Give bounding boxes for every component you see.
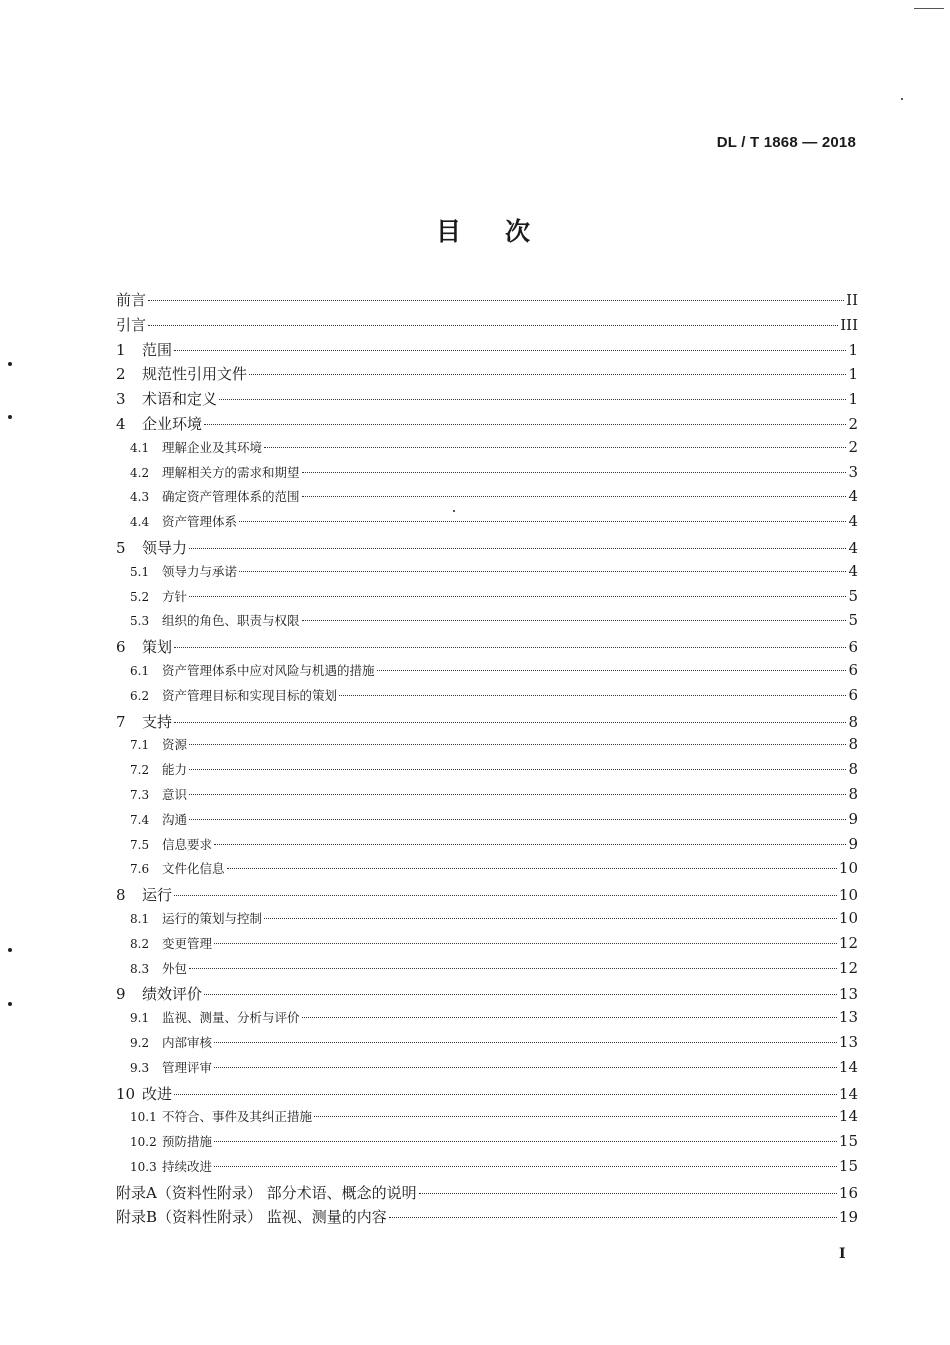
toc-entry[interactable] — [116, 314, 858, 339]
toc-entry-label: 理解企业及其环境 — [162, 439, 263, 455]
toc-entry-page: 14 — [838, 1084, 858, 1103]
toc-entry-page: 9 — [848, 834, 858, 853]
toc-entry[interactable] — [116, 463, 858, 488]
toc-entry-label: 规范性引用文件 — [142, 365, 248, 384]
dot-leader — [214, 943, 837, 944]
toc-entry[interactable] — [116, 934, 858, 959]
toc-entry-page: 2 — [848, 414, 858, 433]
toc-entry-page: 1 — [848, 365, 858, 384]
toc-entry-label: 资产管理体系 — [162, 514, 238, 530]
document-code: DL / T 1868 — 2018 — [716, 134, 856, 151]
toc-entry-label: 确定资产管理体系的范围 — [162, 489, 300, 505]
toc-entry[interactable] — [116, 983, 858, 1008]
toc-entry-label: 持续改进 — [162, 1158, 213, 1174]
toc-entry-number: 7.3 — [130, 787, 150, 802]
toc-entry-page: 4 — [848, 487, 858, 506]
toc-entry-page: 13 — [838, 1032, 858, 1051]
toc-entry[interactable] — [116, 859, 858, 884]
toc-entry-label: 运行 — [142, 886, 173, 905]
toc-entry-page: 5 — [848, 611, 858, 630]
toc-entry-number: 6.2 — [130, 688, 150, 703]
toc-entry-label: 运行的策划与控制 — [162, 910, 263, 926]
toc-entry-number: 8.2 — [130, 936, 150, 951]
toc-entry-number: 5.3 — [130, 614, 150, 629]
toc-entry-page: 8 — [848, 784, 858, 803]
toc-entry-page: 6 — [848, 660, 858, 679]
dot-leader — [174, 647, 846, 648]
toc-entry-label: 理解相关方的需求和期望 — [162, 464, 300, 480]
toc-entry-page: 4 — [848, 538, 858, 557]
toc-entry-label: 企业环境 — [142, 414, 203, 433]
dot-leader — [204, 994, 837, 995]
toc-entry-label: 资产管理体系中应对风险与机遇的措施 — [162, 662, 375, 678]
toc-entry[interactable] — [116, 1206, 858, 1231]
toc-entry-number: 6.1 — [130, 663, 150, 678]
toc-entry-number: 8.3 — [130, 961, 150, 976]
toc-entry[interactable] — [116, 611, 858, 636]
toc-entry-page: 1 — [848, 340, 858, 359]
toc-entry[interactable] — [116, 1033, 858, 1058]
dot-leader — [227, 868, 837, 869]
toc-entry-number: 7.1 — [130, 738, 150, 753]
toc-entry[interactable] — [116, 959, 858, 984]
toc-entry[interactable] — [116, 909, 858, 934]
toc-entry[interactable] — [116, 1008, 858, 1033]
toc-entry[interactable] — [116, 289, 858, 314]
toc-entry-page: 6 — [848, 638, 858, 657]
toc-entry[interactable] — [116, 686, 858, 711]
toc-entry-number: 6 — [116, 638, 126, 657]
toc-entry-page: 8 — [848, 735, 858, 754]
toc-entry-number: 10 — [116, 1084, 136, 1103]
toc-entry-page: 13 — [838, 985, 858, 1004]
dot-leader — [189, 744, 846, 745]
toc-entry-page: 13 — [838, 1008, 858, 1027]
toc-entry-page: 14 — [838, 1107, 858, 1126]
dot-leader — [214, 844, 846, 845]
toc-entry-number: 10.3 — [130, 1159, 157, 1174]
toc-entry-page: 15 — [838, 1132, 858, 1151]
toc-entry-label: 附录B（资料性附录） 监视、测量的内容 — [116, 1208, 387, 1227]
scan-speck — [8, 362, 12, 366]
toc-entry-label: 前言 — [116, 291, 147, 309]
toc-entry-page: 5 — [848, 586, 858, 605]
toc-entry[interactable] — [116, 810, 858, 835]
toc-entry-label: 附录A（资料性附录） 部分术语、概念的说明 — [116, 1183, 417, 1202]
dot-leader — [302, 496, 847, 497]
toc-entry-label: 监视、测量、分析与评价 — [162, 1010, 300, 1026]
toc-entry-label: 内部审核 — [162, 1034, 213, 1050]
toc-entry-page: 10 — [838, 908, 858, 927]
toc-entry-number: 9 — [116, 985, 126, 1004]
toc-entry-label: 支持 — [142, 712, 173, 731]
toc-entry-number: 7.6 — [130, 862, 150, 877]
dot-leader — [339, 695, 846, 696]
toc-entry[interactable] — [116, 735, 858, 760]
dot-leader — [214, 1141, 837, 1142]
toc-entry[interactable] — [116, 388, 858, 413]
toc-entry-number: 4.3 — [130, 490, 150, 505]
dot-leader — [189, 596, 846, 597]
toc-entry-page: 10 — [838, 859, 858, 878]
dot-leader — [239, 571, 846, 572]
dot-leader — [189, 769, 846, 770]
toc-entry-number: 7.4 — [130, 812, 150, 827]
scan-speck — [901, 98, 903, 100]
page-title: 目次 — [436, 217, 575, 246]
toc-entry[interactable] — [116, 363, 858, 388]
dot-leader — [377, 670, 847, 671]
toc-entry-label: 范围 — [142, 340, 173, 359]
toc-entry[interactable] — [116, 1182, 858, 1207]
toc-entry[interactable] — [116, 339, 858, 364]
dot-leader — [249, 374, 846, 375]
toc-entry[interactable] — [116, 711, 858, 736]
dot-leader — [419, 1193, 837, 1194]
dot-leader — [302, 472, 847, 473]
toc-entry-page: 2 — [848, 437, 858, 456]
toc-entry-number: 5 — [116, 538, 126, 557]
toc-entry-label: 资源 — [162, 737, 188, 753]
toc-entry-number: 9.3 — [130, 1060, 150, 1075]
toc-entry-number: 8.1 — [130, 911, 150, 926]
dot-leader — [189, 968, 837, 969]
toc-entry[interactable] — [116, 413, 858, 438]
toc-entry-number: 4.1 — [130, 440, 150, 455]
dot-leader — [302, 620, 847, 621]
toc-entry-page: 12 — [838, 958, 858, 977]
toc-entry[interactable] — [116, 636, 858, 661]
toc-entry-number: 9.1 — [130, 1011, 150, 1026]
toc-entry-page: 3 — [848, 462, 858, 481]
toc-entry-number: 4 — [116, 414, 126, 433]
toc-entry-page: 8 — [848, 760, 858, 779]
dot-leader — [174, 722, 846, 723]
toc-entry-label: 引言 — [116, 315, 147, 334]
toc-entry[interactable] — [116, 785, 858, 810]
dot-leader — [214, 1042, 837, 1043]
dot-leader — [174, 895, 837, 896]
toc-entry-page: 4 — [848, 512, 858, 531]
toc-entry[interactable] — [116, 512, 858, 537]
toc-entry-label: 领导力 — [142, 538, 188, 557]
toc-entry-label: 组织的角色、职责与权限 — [162, 613, 300, 629]
dot-leader — [148, 325, 838, 326]
toc-entry-number: 7.2 — [130, 763, 150, 778]
toc-entry-number: 10.1 — [130, 1110, 157, 1125]
toc-entry-page: 15 — [838, 1156, 858, 1175]
toc-entry-page: 1 — [848, 390, 858, 409]
toc-entry-label: 策划 — [142, 638, 173, 657]
dot-leader — [174, 1094, 837, 1095]
dot-leader — [214, 1067, 837, 1068]
toc-entry[interactable] — [116, 1132, 858, 1157]
toc-entry[interactable] — [116, 1107, 858, 1132]
toc-entry-label: 预防措施 — [162, 1134, 213, 1150]
toc-entry[interactable] — [116, 562, 858, 587]
toc-entry-label: 绩效评价 — [142, 985, 203, 1004]
toc-entry-page: 6 — [848, 685, 858, 704]
toc-entry-number: 5.1 — [130, 564, 150, 579]
toc-entry[interactable] — [116, 661, 858, 686]
dot-leader — [214, 1166, 837, 1167]
toc-entry[interactable] — [116, 537, 858, 562]
toc-entry-label: 改进 — [142, 1084, 173, 1103]
toc-entry-number: 7.5 — [130, 837, 150, 852]
dot-leader — [389, 1217, 837, 1218]
toc-entry-number: 9.2 — [130, 1035, 150, 1050]
toc-entry-label: 方针 — [162, 588, 188, 604]
dot-leader — [174, 350, 846, 351]
toc-entry-number: 5.2 — [130, 589, 150, 604]
toc-entry-page: 19 — [838, 1208, 858, 1227]
corner-mark — [914, 8, 944, 9]
toc-entry-label: 信息要求 — [162, 836, 213, 852]
scan-speck — [8, 415, 12, 419]
toc-entry-page: 16 — [838, 1183, 858, 1202]
toc-entry-page: III — [840, 315, 858, 334]
toc-entry-label: 变更管理 — [162, 935, 213, 951]
toc-entry-number: 10.2 — [130, 1135, 157, 1150]
dot-leader — [148, 300, 844, 301]
toc-entry-label: 能力 — [162, 762, 188, 778]
toc-entry[interactable] — [116, 760, 858, 785]
toc-entry-number: 4.2 — [130, 465, 150, 480]
dot-leader — [302, 1017, 837, 1018]
toc-entry-label: 管理评审 — [162, 1059, 213, 1075]
toc-entry-label: 意识 — [162, 786, 188, 802]
toc-entry[interactable] — [116, 884, 858, 909]
dot-leader — [204, 424, 846, 425]
toc-entry-number: 1 — [116, 340, 126, 359]
toc-entry-number: 8 — [116, 886, 126, 905]
toc-entry-label: 文件化信息 — [162, 861, 225, 877]
dot-leader — [189, 794, 846, 795]
toc-entry-page: 8 — [848, 712, 858, 731]
toc-entry-label: 不符合、事件及其纠正措施 — [162, 1109, 313, 1125]
toc-entry[interactable] — [116, 438, 858, 463]
scan-speck — [453, 510, 455, 512]
dot-leader — [189, 548, 846, 549]
toc-entry[interactable] — [116, 587, 858, 612]
dot-leader — [264, 918, 837, 919]
table-of-contents — [116, 289, 858, 1231]
toc-entry-page: II — [846, 291, 858, 309]
toc-entry-page: 9 — [848, 809, 858, 828]
toc-entry-number: 4.4 — [130, 515, 150, 530]
toc-entry-label: 领导力与承诺 — [162, 563, 238, 579]
toc-entry-number: 3 — [116, 390, 126, 409]
toc-entry-label: 外包 — [162, 960, 188, 976]
toc-entry[interactable] — [116, 1157, 858, 1182]
dot-leader — [219, 399, 846, 400]
scan-speck — [8, 948, 12, 952]
toc-entry-number: 2 — [116, 365, 126, 384]
toc-entry-label: 术语和定义 — [142, 390, 218, 409]
toc-entry-page: 12 — [838, 933, 858, 952]
dot-leader — [314, 1116, 837, 1117]
toc-entry[interactable] — [116, 835, 858, 860]
toc-entry-page: 14 — [838, 1057, 858, 1076]
dot-leader — [189, 819, 846, 820]
toc-entry-page: 10 — [838, 886, 858, 905]
dot-leader — [239, 521, 846, 522]
toc-entry[interactable] — [116, 1083, 858, 1108]
toc-entry-label: 沟通 — [162, 811, 188, 827]
toc-entry-number: 7 — [116, 712, 126, 731]
toc-entry-label: 资产管理目标和实现目标的策划 — [162, 687, 338, 703]
page-number: I — [839, 1246, 846, 1262]
toc-entry[interactable] — [116, 1058, 858, 1083]
toc-entry-page: 4 — [848, 561, 858, 580]
dot-leader — [264, 447, 846, 448]
toc-entry[interactable] — [116, 487, 858, 512]
scan-speck — [8, 1002, 12, 1006]
